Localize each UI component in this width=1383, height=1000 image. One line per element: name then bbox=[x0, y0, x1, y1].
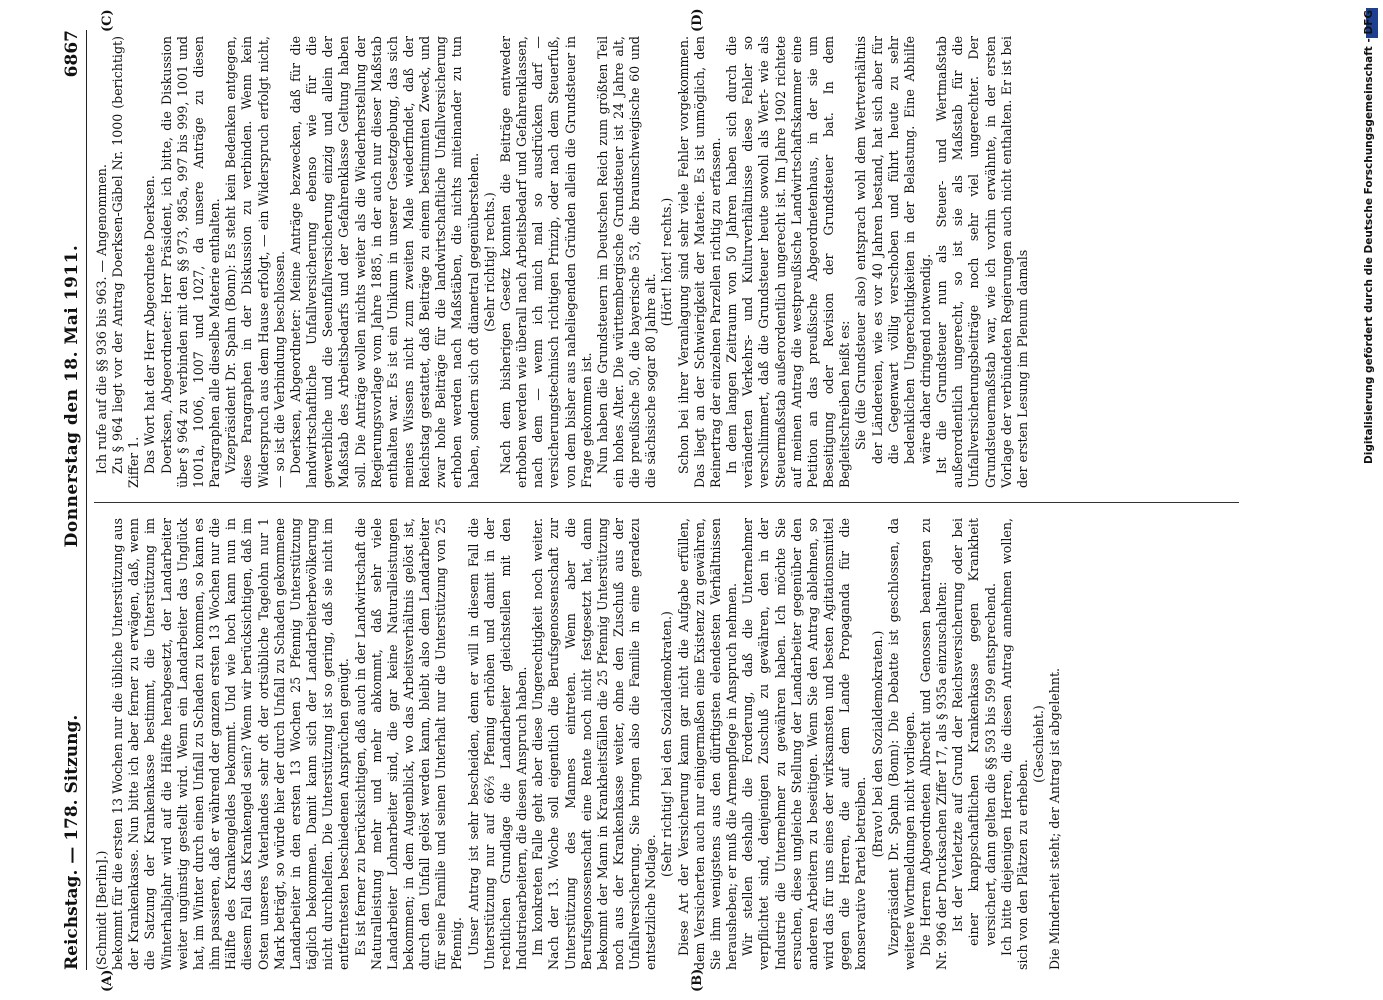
margin-letter-d: (D) bbox=[690, 8, 705, 32]
paragraph: In dem langen Zeitraum von 50 Jahren haben sich durch die veränderten Verkehrs- und Kulturverhältnisse diese Fehler so verschlimmert, daß die Grundsteuer heute sowohl als Wert- wie als Steuermaßstab außerordentlich ungerecht ist. Im Jahre 1902 richtete auf meinen Antrag die westpreußische Landwirtschaftskammer eine Petition an das preußische Abgeordnetenhaus, in der sie um Beseitigung oder Revision der Grundsteuer bat. In dem Begleitschreiben heißt es: bbox=[724, 36, 853, 488]
header-left: Reichstag. — 178. Sitzung. bbox=[62, 714, 82, 970]
paragraph: Das Wort hat der Herr Abgeordnete Doerksen. bbox=[142, 175, 158, 474]
margin-letter-c: (C) bbox=[100, 9, 115, 32]
paragraph: Unser Antrag ist sehr bescheiden, denn er will in diesem Fall die Unterstützung nur auf 66⅔ Pfennig erhöhen und damit in der rechtlichen Grundlage die Landarbeiter gleichstellen mit den Industriearbeitern, die diesen Anspruch haben. bbox=[465, 518, 530, 970]
header-date: Donnerstag den 18. Mai 1911. bbox=[62, 244, 82, 548]
paragraph: Ich bitte diejenigen Herren, die diesen Antrag annehmen wollen, sich von den Plätzen zu erheben. bbox=[998, 518, 1030, 970]
page-number: 6867 bbox=[62, 30, 82, 78]
left-column bbox=[94, 518, 1063, 970]
paragraph: Ich rufe auf die §§ 936 bis 963. — Angenommen. bbox=[94, 164, 109, 474]
quoted-paragraph: Ist der Verletzte auf Grund der Reichsversicherung oder bei einer knappschaftlichen Krankenkasse gegen Krankheit versichert, dann gelten die §§ 593 bis 599 entsprechend. bbox=[950, 518, 998, 946]
paragraph: Die Herren Abgeordneten Albrecht und Genossen beantragen zu Nr. 996 der Drucksachen Ziffer 17, als § 935a einzuschalten: bbox=[917, 518, 950, 970]
paragraph: Vizepräsident Dr. Spahn (Bonn): Die Debatte ist geschlossen, da weitere Wortmeldungen nicht vorliegen. bbox=[885, 518, 917, 970]
paragraph: Es ist ferner zu berücksichtigen, daß auch in der Landwirtschaft die Naturalleistung mehr und mehr abkommt, daß sehr viele Landarbeiter Lohnarbeiter sind, die gar keine Naturalleistungen bekommen; in dem Augenblick, wo das Arbeitsverhältnis gelöst ist, durch den Unfall gelöst werden kann, bleibt also dem Landarbeiter für seine Familie und seinen Unterhalt nur die Unterstützung von 25 Pfennig. bbox=[352, 518, 465, 970]
running-header bbox=[58, 30, 87, 970]
paragraph: Doerksen, Abgeordneter: Meine Anträge bezwecken, daß für die landwirtschaftliche Unfallversicherung ebenso wie für die gewerbliche und die Seeunfallversicherung einzig und allein der Maßstab des Arbeitsbedarfs und der Gefahrenklasse Geltung haben soll. Die Anträge wollen nichts weiter als die Wiederherstellung der Regierungsvorlage vom Jahre 1885, in der auch nur dieser Maßstab enthalten war. Es ist ein Unikum in unserer Gesetzgebung, das sich meines Wissens nicht zum zweiten Male wiederfindet, daß der Reichstag gestattet, daß Beiträge zu einem bestimmten Zweck, und zwar hohe Beiträge für die landwirtschaftliche Unfallversicherung erhoben werden nach Maßstäben, die nichts miteinander zu tun haben, sondern sich oft diametral gegenüberstehen. bbox=[287, 36, 481, 488]
interjection: (Sehr richtig! rechts.) bbox=[481, 192, 497, 332]
interjection: (Sehr richtig! bei den Sozialdemokraten.) bbox=[659, 611, 675, 877]
paragraph: Wir stellen deshalb die Forderung, daß die Unternehmer verpflichtet sind, denjenigen Zuschuß zu gewähren, den in der Industrie die Unternehmer zu gewähren haben. Ich möchte Sie ersuchen, diese ungleiche Stellung der Landarbeiter gegenüber den anderen Arbeitern zu beseitigen. Wenn Sie den Antrag ablehnen, so wird das für uns eines der wirksamsten und besten Agitationsmittel gegen die Herren, die auf dem Lande Propaganda für die konservative Partei betreiben. bbox=[740, 518, 869, 970]
paragraph: Schon bei ihrer Veranlagung sind sehr viele Fehler vorgekommen. Das liegt an der Schwierigkeit der Materie. Es ist unmöglich, den Reinertrag der einzelnen Parzellen richtig zu erfassen. bbox=[675, 36, 723, 488]
margin-letter-a: (A) bbox=[100, 969, 115, 992]
paragraph: Diese Art der Versicherung kann gar nicht die Aufgabe erfüllen, dem Versicherten auch nur einigermaßen eine Existenz zu gewähren, Sie ihm wenigstens aus den dürftigsten elendesten Verhältnissen herausheben; er muß die Armenpflege in Anspruch nehmen. bbox=[675, 518, 740, 970]
paragraph: Ist die Grundsteuer nun als Steuer- und Wertmaßstab außerordentlich ungerecht, so ist sie als Maßstab für die Unfallversicherungsbeiträge noch sehr viel ungerechter. Der Grundsteuermaßstab war, wie ich vorhin erwähnte, in der ersten Vorlage der verbündeten Regierungen auch nicht enthalten. Er ist bei der ersten Lesung im Plenum damals bbox=[934, 36, 1030, 488]
right-column bbox=[94, 36, 1031, 488]
column-divider bbox=[94, 502, 1239, 503]
interjection: (Hört! hört! rechts.) bbox=[659, 197, 675, 327]
margin-letter-b: (B) bbox=[690, 968, 705, 992]
paragraph: Doerksen, Abgeordneter: Herr Präsident, ich bitte, die Diskussion über § 964 zu verbinden mit den §§ 973, 985a, 997 bis 999, 1001 und 1001a, 1006, 1007 und 1027, da unsere Anträge zu diesen Paragraphen alle dieselbe Materie enthalten. bbox=[158, 36, 223, 488]
paragraph: Nun haben die Grundsteuern im Deutschen Reich zum größten Teil ein hohes Alter. Die württembergische Grundsteuer ist 24 Jahre alt, die preußische 50, die bayerische 53, die braunschweigische 60 und die sächsische sogar 80 Jahre alt. bbox=[594, 36, 659, 488]
interjection: (Bravo! bei den Sozialdemokraten.) bbox=[869, 630, 885, 858]
paragraph: Die Minderheit steht; der Antrag ist abgelehnt. bbox=[1047, 667, 1063, 970]
paragraph: Vizepräsident Dr. Spahn (Bonn): Es steht kein Bedenken entgegen, diese Paragraphen in der Diskussion zu verbinden. Wenn kein Widerspruch aus dem Hause erfolgt, — ein Widerspruch erfolgt nicht, — so ist die Verbindung beschlossen. bbox=[223, 36, 287, 488]
funding-note-text: Digitalisierung gefördert durch die Deutsche Forschungsgemeinschaft - DFG bbox=[1363, 10, 1375, 464]
speaker-continuation: (Schmidt [Berlin].) bbox=[94, 850, 109, 970]
paragraph: bekommt für die ersten 13 Wochen nur die übliche Unterstützung aus der Krankenkasse. Nun bitte ich aber ferner zu erwägen, daß, wenn die Satzung der Krankenkasse bestimmt, die Unterstützung im Winterhalbjahr wird auf die Hälfte herabgesetzt, der Landarbeiter weiter ungünstig gestellt wird. Wenn ein Landarbeiter das Unglück hat, im Winter durch einen Unfall zu Schaden zu kommen, so kann es ihm passieren, daß er während der ganzen ersten 13 Wochen nur die Hälfte des Krankengeldes bekommt. Und wie hoch kann nun in diesem Fall das Krankengeld sein? Wenn wir berücksichtigen, daß im Osten unseres Vaterlandes sehr oft der ortsübliche Tagelohn nur 1 Mark beträgt, so würde hier der durch Unfall zu Schaden gekommene Landarbeiter in den ersten 13 Wochen 25 Pfennig Unterstützung täglich bekommen. Damit kann sich der Landarbeiterbevölkerung nicht durchhelfen. Die Unterstützung ist so gering, daß sie nicht im entferntesten beschiedenen Ansprüchen genügt. bbox=[110, 518, 352, 970]
quoted-paragraph: Sie (die Grundsteuer also) entsprach wohl dem Wertverhältnis der Ländereien, wie es vor 40 Jahren bestand, hat sich aber für die Gegenwart völlig verschoben und führt heute zu sehr bedenklichen Ungerechtigkeiten in der Belastung. Eine Abhilfe wäre daher dringend notwendig. bbox=[853, 36, 933, 464]
funding-note bbox=[1362, 10, 1376, 990]
paragraph: Nach dem bisherigen Gesetz konnten die Beiträge entweder erhoben werden wie überall nach Arbeitsbedarf und Gefahrenklassen, nach dem — wenn ich mich mal so ausdrücken darf — versicherungstechnisch richtigen Prinzip, oder nach dem Steuerfuß, von dem bisher aus naheliegenden Gründen allein die Grundsteuer in Frage gekommen ist. bbox=[497, 36, 594, 488]
paragraph: Zu § 964 liegt vor der Antrag Doerksen-Gäbel Nr. 1000 (berichtigt) Ziffer 1. bbox=[110, 36, 142, 488]
paragraph: Im konkreten Falle geht aber diese Ungerechtigkeit noch weiter. Nach der 13. Woche soll eigentlich die Berufsgenossenschaft zur Unterstützung des Mannes eintreten. Wenn aber die Berufsgenossenschaft eine Rente noch nicht festgesetzt hat, dann bekommt der Mann in Krankheitsfällen die 25 Pfennig Unterstützung noch aus der Krankenkasse weiter, ohne den Zuschuß aus der Unfallversicherung. Sie bringen also die Familie in eine geradezu entsetzliche Notlage. bbox=[530, 518, 659, 970]
interjection: (Geschieht.) bbox=[1031, 705, 1047, 783]
